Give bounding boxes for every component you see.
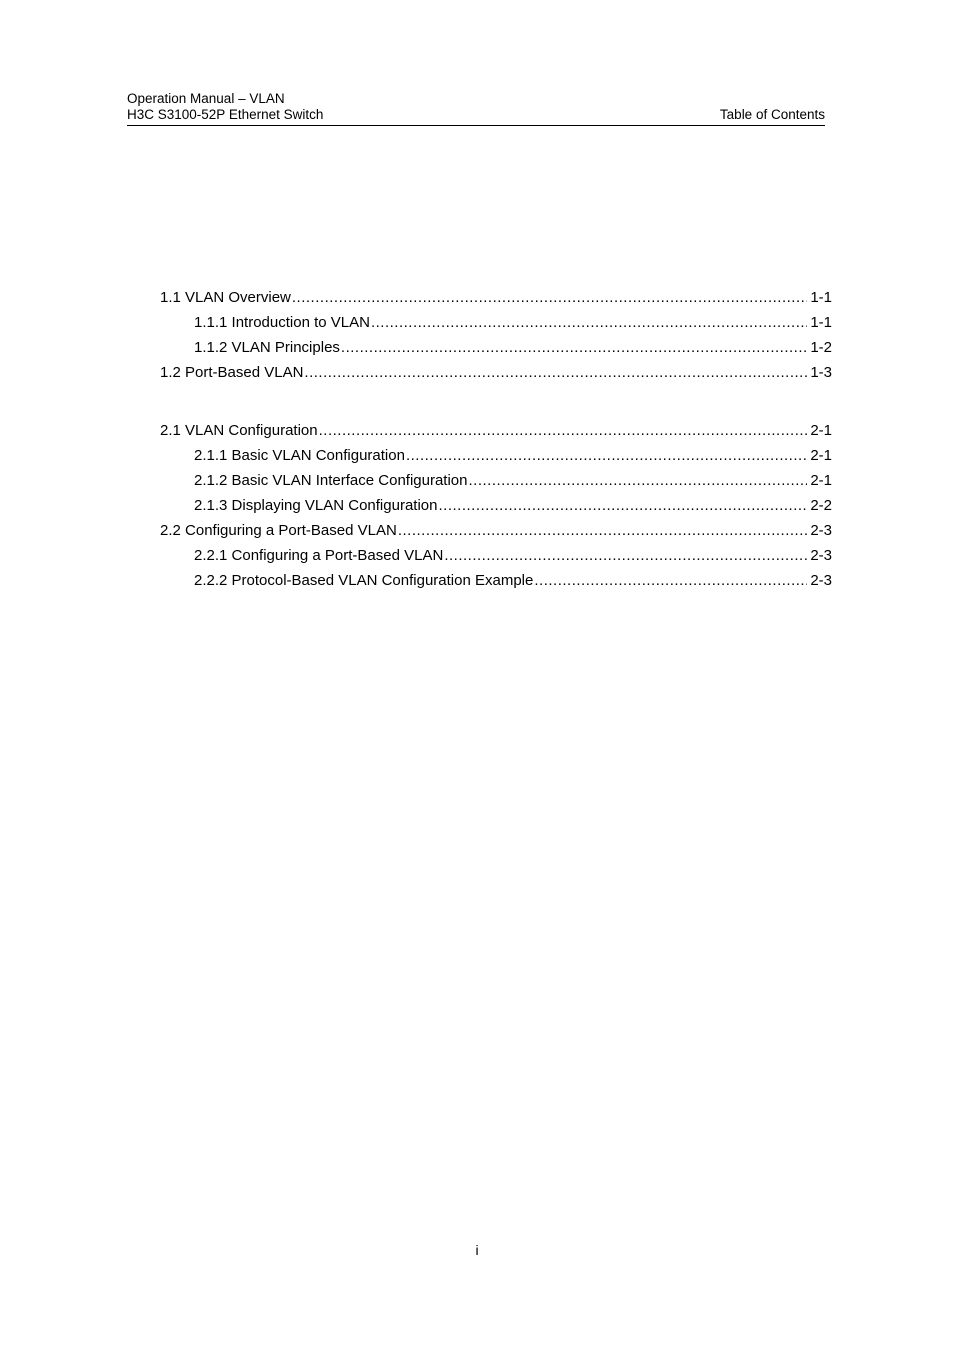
toc-dot-leader	[469, 468, 808, 493]
product-name: H3C S3100-52P Ethernet Switch	[127, 107, 324, 122]
toc-entry[interactable]	[160, 468, 832, 493]
toc-entry[interactable]	[160, 568, 832, 593]
toc-group-chapter-1	[160, 285, 832, 385]
toc-dot-leader	[444, 543, 807, 568]
toc-entry-title: 2.2 Configuring a Port-Based VLAN	[160, 522, 397, 539]
toc-entry[interactable]	[160, 335, 832, 360]
toc-entry-title: 2.2.2 Protocol-Based VLAN Configuration Example	[194, 572, 534, 589]
toc-entry[interactable]	[160, 310, 832, 335]
page-header	[127, 91, 825, 126]
toc-entry-title: 1.1.1 Introduction to VLAN	[194, 314, 370, 331]
toc-entry[interactable]	[160, 443, 832, 468]
toc-entry-title: 1.2 Port-Based VLAN	[160, 364, 304, 381]
toc-dot-leader	[406, 443, 807, 468]
section-title: Table of Contents	[719, 107, 825, 122]
toc-entry-title: 2.2.1 Configuring a Port-Based VLAN	[194, 547, 444, 564]
manual-title: Operation Manual – VLAN	[127, 91, 285, 106]
toc-entry[interactable]	[160, 360, 832, 385]
toc-dot-leader	[534, 568, 807, 593]
toc-dot-leader	[371, 310, 807, 335]
toc-entry-page: 1-1	[810, 289, 832, 306]
toc-entry[interactable]	[160, 493, 832, 518]
toc-entry-page: 2-1	[810, 447, 832, 464]
toc-entry[interactable]	[160, 285, 832, 310]
table-of-contents	[160, 285, 832, 593]
toc-entry-title: 2.1.1 Basic VLAN Configuration	[194, 447, 405, 464]
toc-dot-leader	[438, 493, 807, 518]
toc-dot-leader	[319, 418, 808, 443]
toc-dot-leader	[398, 518, 808, 543]
toc-entry-page: 2-1	[810, 422, 832, 439]
page-number: i	[475, 1242, 479, 1258]
toc-entry[interactable]	[160, 518, 832, 543]
toc-dot-leader	[292, 285, 807, 310]
toc-entry-page: 2-1	[810, 472, 832, 489]
toc-entry-title: 2.1.2 Basic VLAN Interface Configuration	[194, 472, 468, 489]
toc-dot-leader	[341, 335, 807, 360]
toc-entry-page: 2-2	[810, 497, 832, 514]
toc-entry-page: 2-3	[810, 572, 832, 589]
toc-entry-page: 1-3	[810, 364, 832, 381]
toc-entry-title: 2.1.3 Displaying VLAN Configuration	[194, 497, 438, 514]
toc-group-chapter-2	[160, 418, 832, 593]
toc-dot-leader	[304, 360, 807, 385]
toc-entry-page: 2-3	[810, 522, 832, 539]
toc-entry[interactable]	[160, 543, 832, 568]
toc-entry-title: 1.1 VLAN Overview	[160, 289, 291, 306]
toc-entry[interactable]	[160, 418, 832, 443]
toc-entry-page: 1-2	[810, 339, 832, 356]
toc-entry-title: 2.1 VLAN Configuration	[160, 422, 318, 439]
toc-entry-title: 1.1.2 VLAN Principles	[194, 339, 340, 356]
toc-entry-page: 1-1	[810, 314, 832, 331]
toc-entry-page: 2-3	[810, 547, 832, 564]
page-footer	[0, 1242, 954, 1258]
